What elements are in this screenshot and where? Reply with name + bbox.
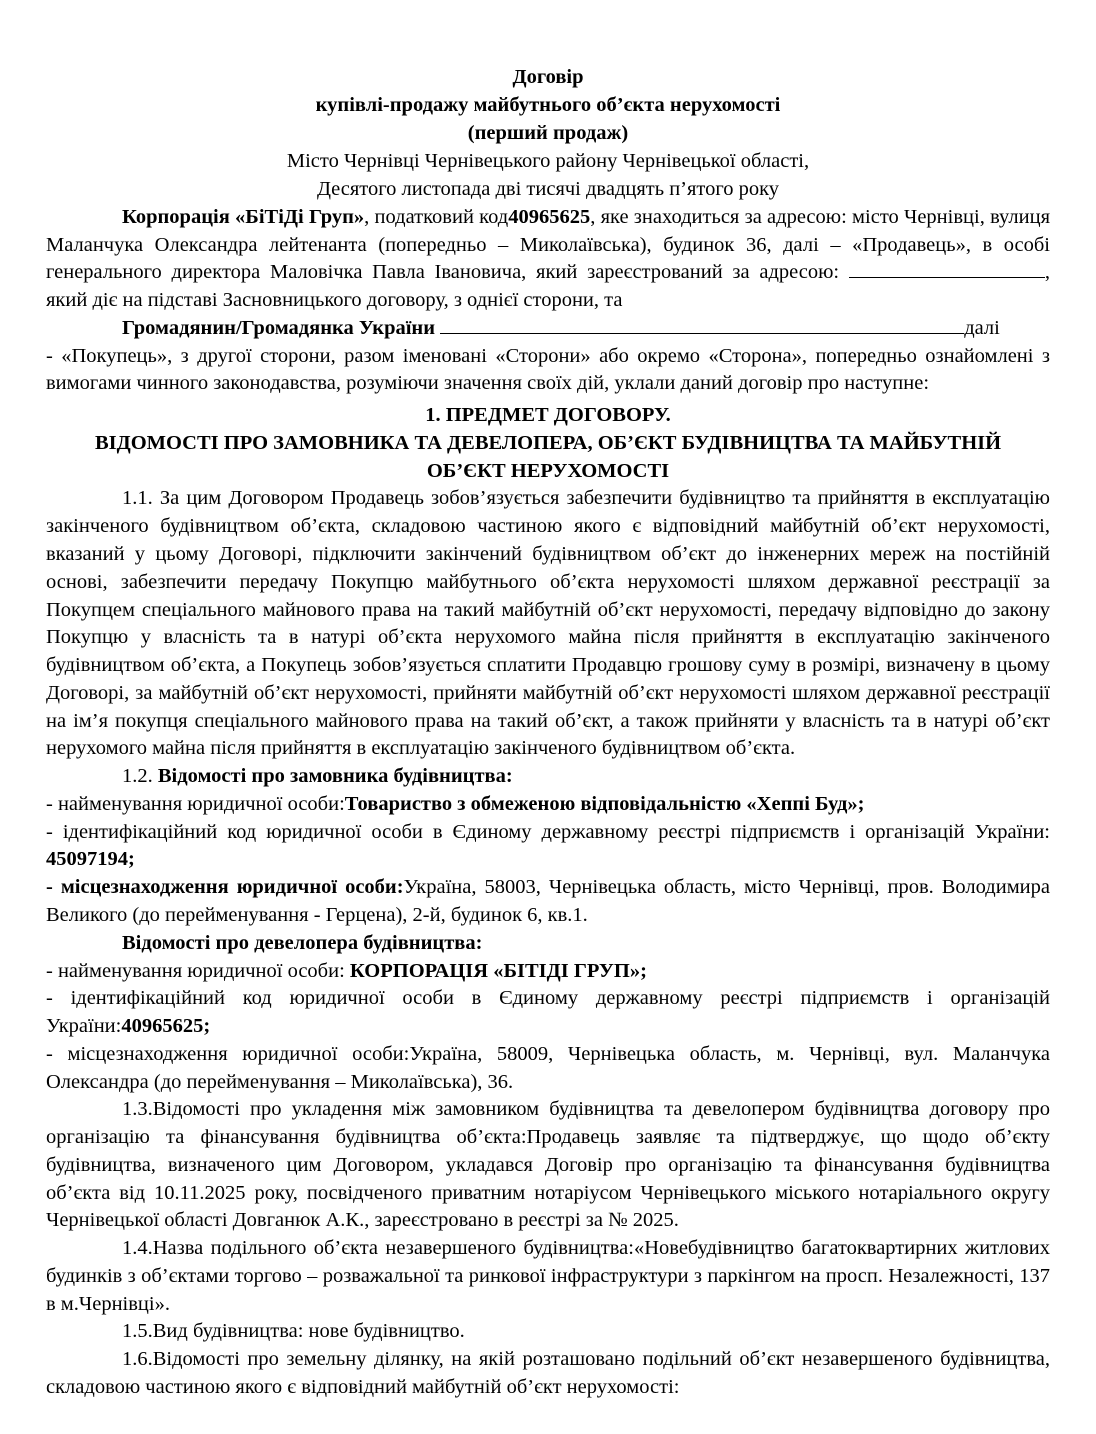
date-line: Десятого листопада дві тисячі двадцять п’ятого року	[316, 178, 780, 201]
customer-code-line	[46, 819, 1050, 875]
developer-address-line	[46, 1041, 1050, 1097]
section-heading-line-3: ОБ’ЄКТ НЕРУХОМОСТІ	[426, 459, 670, 482]
clause-1-3: 1.3.Відомості про укладення між замовником будівництва та девелопером будівництва договору про організацію та фінансування будівництва об’єкта:Продавець заявляє та підтверджує, що щодо об’єкту будівництва, визначеного цим Договором, укладався Договір про організацію та фінансування будівництва об’єкта від 10.11.2025 року, посвідченого приватним нотаріусом Чернівецького міського нотаріального округу Чернівецької області Довганюк А.К., зареєстровано в реєстрі за № 2025.	[46, 1098, 1050, 1232]
customer-name-value: Товариство з обмеженою відповідальністю «Хеппі Буд»;	[344, 792, 865, 815]
customer-name-line	[46, 791, 1050, 819]
customer-name-label: - найменування юридичної особи:	[46, 792, 345, 815]
seller-name: Корпорація «БіТіДі Груп»	[122, 205, 365, 228]
developer-code-line	[46, 985, 1050, 1041]
customer-code-value: 45097194;	[46, 848, 135, 871]
title-line-3: (перший продаж)	[467, 121, 629, 144]
place-line: Місто Чернівці Чернівецького району Чернівецької області,	[286, 150, 810, 173]
developer-code-label: - ідентифікаційний код юридичної особи в Єдиному державному реєстрі підприємств і організацій України:	[46, 987, 1050, 1038]
customer-address-label: - місцезнаходження юридичної особи:	[46, 876, 404, 899]
developer-address-value: Україна, 58009, Чернівецька область, м. Чернівці, вул. Маланчука Олександра (до перейменування – Миколаївська), 36.	[46, 1042, 1051, 1093]
section-1-heading	[46, 402, 1050, 485]
tax-code-label: , податковий код	[364, 205, 509, 228]
buyer-suffix: далі	[964, 316, 1000, 339]
seller-tax-code: 40965625	[508, 205, 591, 228]
title-line-1: Договір	[512, 66, 584, 88]
preamble-closing-paragraph: - «Покупець», з другої сторони, разом іменовані «Сторони» або окремо «Сторона», попередньо ознайомлені з вимогами чинного законодавства, розуміючи значення своїх дій, уклали даний договір про наступне:	[46, 344, 1050, 395]
clause-1-2-heading	[46, 763, 1050, 791]
clause-1-1: 1.1. За цим Договором Продавець зобов’язується забезпечити будівництво та прийняття в експлуатацію закінченого будівництвом об’єкта, складовою частиною якого є відповідний майбутній об’єкт нерухомості, вказаний у цьому Договорі, підключити закінчений будівництвом об’єкт до інженерних мереж на постійній основі, забезпечити передачу Покупцю майбутнього об’єкта нерухомості шляхом державної реєстрації за Покупцем спеціального майнового права на такий майбутній об’єкт нерухомості, передачу відповідно до закону Покупцю у власність та в натурі об’єкта нерухомого майна після прийняття в експлуатацію закінченого будівництвом об’єкта, а Покупець зобов’язується сплатити Продавцю грошову суму в розмірі, визначену в цьому Договорі, за майбутній об’єкт нерухомості, прийняти майбутній об’єкт нерухомості шляхом державної реєстрації на ім’я покупця спеціального майнового права на такий об’єкт, а також прийняти у власність та в натурі об’єкт нерухомого майна після прийняття в експлуатацію закінченого будівництвом об’єкта.	[46, 487, 1050, 760]
customer-address-value: Україна, 58003, Чернівецька область, місто Чернівці, пров. Володимира Великого (до перейменування - Герцена), 2-й, будинок 6, кв.1.	[46, 876, 1050, 926]
document-title	[46, 64, 1050, 147]
developer-code-value: 40965625;	[121, 1015, 211, 1038]
customer-code-label: - ідентифікаційний код юридичної особи в Єдиному державному реєстрі підприємств і організацій України:	[46, 820, 1050, 843]
buyer-name-blank-field[interactable]	[440, 333, 964, 334]
section-heading-line-1: 1. ПРЕДМЕТ ДОГОВОРУ.	[425, 404, 671, 427]
seller-address-text: , яке знаходиться за адресою: місто Чернівці, вулиця Маланчука Олександра лейтенанта (попередньо – Миколаївська), будинок 36, далі – «Продавець», в особі генерального директора Маловічка Павла Івановича, який зареєстрований за адресою:	[46, 205, 1050, 284]
developer-name-value: КОРПОРАЦІЯ «БІТІДІ ГРУП»;	[349, 959, 647, 982]
document-body	[46, 64, 1050, 1402]
place-and-date	[46, 148, 1050, 204]
developer-heading-text: Відомості про девелопера будівництва:	[122, 931, 483, 954]
section-heading-line-2: ВІДОМОСТІ ПРО ЗАМОВНИКА ТА ДЕВЕЛОПЕРА, ОБ’ЄКТ БУДІВНИЦТВА ТА МАЙБУТНІЙ	[94, 431, 1002, 454]
preamble-seller-paragraph	[46, 204, 1050, 315]
developer-name-label: - найменування юридичної особи:	[46, 959, 350, 982]
clause-1-2-number: 1.2.	[122, 765, 153, 788]
title-line-2: купівлі-продажу майбутнього об’єкта нерухомості	[315, 93, 781, 116]
seller-address-blank-field[interactable]	[849, 277, 1045, 278]
developer-address-label: - місцезнаходження юридичної особи:	[46, 1042, 410, 1065]
clause-1-4: 1.4.Назва подільного об’єкта незавершеного будівництва:«Новебудівництво багатоквартирних житлових будинків з об’єктами торгово – розважальної та ринкової інфраструктури з паркінгом на просп. Незалежності, 137 в м.Чернівці».	[46, 1237, 1050, 1315]
developer-heading	[46, 930, 1050, 958]
clause-1-6: 1.6.Відомості про земельну ділянку, на якій розташовано подільний об’єкт незавершеного будівництва, складовою частиною якого є відповідний майбутній об’єкт нерухомості:	[46, 1348, 1050, 1398]
buyer-label: Громадянин/Громадянка України	[122, 316, 436, 339]
seller-basis-text: , який діє на підставі Засновницького договору, з однієї сторони, та	[46, 261, 1050, 312]
customer-address-line	[46, 874, 1050, 930]
developer-name-line	[46, 958, 1050, 986]
clause-1-2-heading-text: Відомості про замовника будівництва:	[157, 765, 513, 788]
preamble-buyer-paragraph	[46, 315, 1050, 343]
clause-1-5: 1.5.Вид будівництва: нове будівництво.	[122, 1320, 465, 1343]
